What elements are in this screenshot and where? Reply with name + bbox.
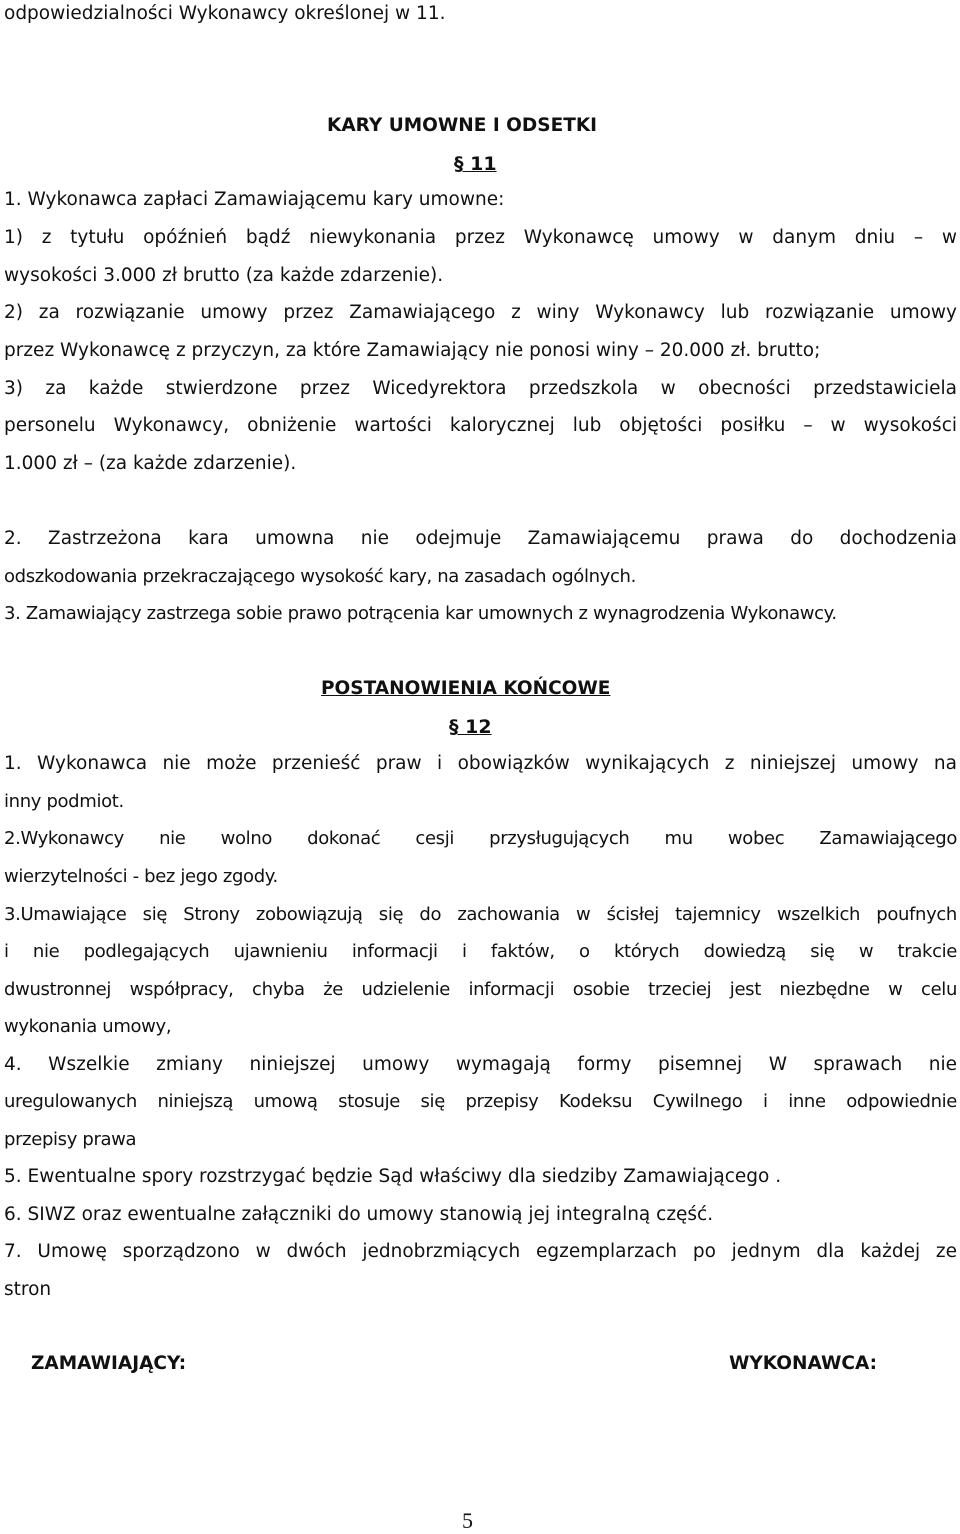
s11-line: 3) za każde stwierdzone przez Wicedyrektora przedszkola w obecności przedstawiciela bbox=[4, 378, 957, 399]
s12-line: 6. SIWZ oraz ewentualne załączniki do umowy stanowią jej integralną część. bbox=[4, 1204, 714, 1225]
s11-line: 1.000 zł – (za każde zdarzenie). bbox=[4, 453, 297, 474]
s12-line: inny podmiot. bbox=[4, 791, 124, 812]
s12-line: 4. Wszelkie zmiany niniejszej umowy wymagają formy pisemnej W sprawach nie bbox=[4, 1054, 957, 1075]
s12-line: przepisy prawa bbox=[4, 1129, 137, 1150]
s11-line: wysokości 3.000 zł brutto (za każde zdarzenie). bbox=[4, 265, 444, 286]
section-11-paragraph-mark: § 11 bbox=[454, 153, 497, 175]
s11-line: 2) za rozwiązanie umowy przez Zamawiającego z winy Wykonawcy lub rozwiązanie umowy bbox=[4, 302, 957, 323]
signature-label-employer: ZAMAWIAJĄCY: bbox=[31, 1353, 187, 1374]
s11-line: 3. Zamawiający zastrzega sobie prawo potrącenia kar umownych z wynagrodzenia Wykonawcy. bbox=[4, 603, 837, 624]
s12-line: stron bbox=[4, 1279, 52, 1300]
continuation-line: odpowiedzialności Wykonawcy określonej w 11. bbox=[4, 3, 446, 24]
s12-line: i nie podlegających ujawnieniu informacji i faktów, o których dowiedzą się w trakcie bbox=[4, 941, 957, 962]
s12-line: wykonania umowy, bbox=[4, 1016, 172, 1037]
section-12-paragraph-mark: § 12 bbox=[449, 716, 492, 738]
s11-line: przez Wykonawcę z przyczyn, za które Zamawiający nie ponosi winy – 20.000 zł. brutto; bbox=[4, 340, 821, 361]
s12-line: uregulowanych niniejszą umową stosuje się przepisy Kodeksu Cywilnego i inne odpowiednie bbox=[4, 1091, 957, 1112]
s12-line: 1. Wykonawca nie może przenieść praw i obowiązków wynikających z niniejszej umowy na bbox=[4, 753, 957, 774]
s12-line: 7. Umowę sporządzono w dwóch jednobrzmiących egzemplarzach po jednym dla każdej ze bbox=[4, 1241, 957, 1262]
s11-line: 1) z tytułu opóźnień bądź niewykonania przez Wykonawcę umowy w danym dniu – w bbox=[4, 227, 957, 248]
s11-line: 2. Zastrzeżona kara umowna nie odejmuje Zamawiającemu prawa do dochodzenia bbox=[4, 528, 957, 549]
s12-line: 5. Ewentualne spory rozstrzygać będzie Sąd właściwy dla siedziby Zamawiającego . bbox=[4, 1166, 782, 1187]
s12-line: wierzytelności - bez jego zgody. bbox=[4, 866, 278, 887]
s11-line: personelu Wykonawcy, obniżenie wartości kalorycznej lub objętości posiłku – w wysokości bbox=[4, 415, 957, 436]
s12-line: 3.Umawiające się Strony zobowiązują się do zachowania w ścisłej tajemnicy wszelkich poufnych bbox=[4, 904, 957, 925]
signature-label-contractor: WYKONAWCA: bbox=[729, 1353, 878, 1374]
section-12-heading: POSTANOWIENIA KOŃCOWE bbox=[321, 678, 611, 699]
s11-line: odszkodowania przekraczającego wysokość kary, na zasadach ogólnych. bbox=[4, 566, 636, 587]
page-number: 5 bbox=[462, 1508, 473, 1533]
section-11-heading: KARY UMOWNE I ODSETKI bbox=[327, 115, 598, 136]
s12-line: dwustronnej współpracy, chyba że udzielenie informacji osobie trzeciej jest niezbędne w celu bbox=[4, 979, 957, 1000]
s12-line: 2.Wykonawcy nie wolno dokonać cesji przysługujących mu wobec Zamawiającego bbox=[4, 828, 957, 849]
s11-line: 1. Wykonawca zapłaci Zamawiającemu kary umowne: bbox=[4, 189, 505, 210]
